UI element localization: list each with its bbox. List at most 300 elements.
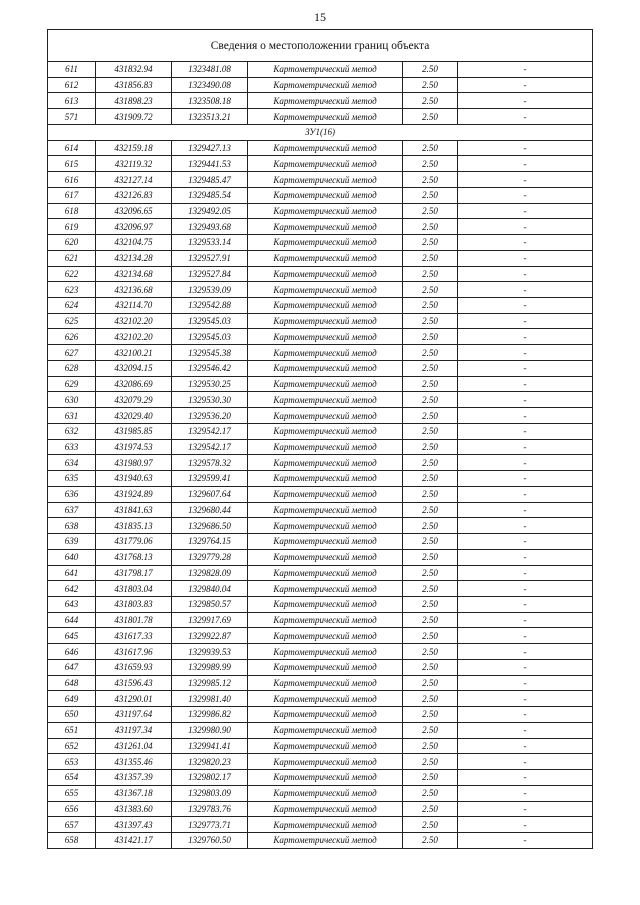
point-number-cell: 623: [48, 282, 96, 298]
method-cell: Картометрический метод: [248, 581, 403, 597]
table-row: [48, 691, 593, 707]
precision-cell: 2.50: [403, 502, 458, 518]
x-coordinate-cell: 431197.64: [96, 707, 172, 723]
x-coordinate-cell: 431898.23: [96, 93, 172, 109]
x-coordinate-cell: 431924.89: [96, 486, 172, 502]
method-cell: Картометрический метод: [248, 408, 403, 424]
table-row: [48, 817, 593, 833]
point-number-cell: 625: [48, 313, 96, 329]
table-row: [48, 785, 593, 801]
description-cell: -: [458, 329, 593, 345]
table-row: [48, 282, 593, 298]
y-coordinate-cell: 1329539.09: [172, 282, 248, 298]
precision-cell: 2.50: [403, 203, 458, 219]
y-coordinate-cell: 1329922.87: [172, 628, 248, 644]
x-coordinate-cell: 431659.93: [96, 659, 172, 675]
x-coordinate-cell: 431596.43: [96, 675, 172, 691]
description-cell: -: [458, 486, 593, 502]
table-row: [48, 360, 593, 376]
x-coordinate-cell: 431980.97: [96, 455, 172, 471]
method-cell: Картометрический метод: [248, 266, 403, 282]
table-row: [48, 644, 593, 660]
description-cell: -: [458, 313, 593, 329]
method-cell: Картометрический метод: [248, 832, 403, 848]
method-cell: Картометрический метод: [248, 423, 403, 439]
x-coordinate-cell: 432086.69: [96, 376, 172, 392]
x-coordinate-cell: 431841.63: [96, 502, 172, 518]
description-cell: -: [458, 691, 593, 707]
method-cell: Картометрический метод: [248, 754, 403, 770]
table-row: [48, 675, 593, 691]
point-number-cell: 633: [48, 439, 96, 455]
description-cell: -: [458, 581, 593, 597]
table-row: [48, 235, 593, 251]
point-number-cell: 621: [48, 250, 96, 266]
method-cell: Картометрический метод: [248, 486, 403, 502]
x-coordinate-cell: 432134.28: [96, 250, 172, 266]
precision-cell: 2.50: [403, 345, 458, 361]
table-row: [48, 832, 593, 848]
precision-cell: 2.50: [403, 832, 458, 848]
table-row: [48, 612, 593, 628]
description-cell: -: [458, 360, 593, 376]
precision-cell: 2.50: [403, 644, 458, 660]
y-coordinate-cell: 1329939.53: [172, 644, 248, 660]
y-coordinate-cell: 1329542.88: [172, 298, 248, 314]
description-cell: -: [458, 801, 593, 817]
point-number-cell: 644: [48, 612, 96, 628]
y-coordinate-cell: 1329840.04: [172, 581, 248, 597]
point-number-cell: 648: [48, 675, 96, 691]
description-cell: -: [458, 392, 593, 408]
description-cell: -: [458, 156, 593, 172]
table-row: [48, 455, 593, 471]
description-cell: -: [458, 172, 593, 188]
point-number-cell: 654: [48, 770, 96, 786]
method-cell: Картометрический метод: [248, 675, 403, 691]
table-row: [48, 534, 593, 550]
precision-cell: 2.50: [403, 172, 458, 188]
x-coordinate-cell: 432119.32: [96, 156, 172, 172]
description-cell: -: [458, 203, 593, 219]
description-cell: -: [458, 612, 593, 628]
x-coordinate-cell: 432136.68: [96, 282, 172, 298]
x-coordinate-cell: 431985.85: [96, 423, 172, 439]
x-coordinate-cell: 432104.75: [96, 235, 172, 251]
method-cell: Картометрический метод: [248, 549, 403, 565]
point-number-cell: 571: [48, 109, 96, 125]
table-row: [48, 722, 593, 738]
method-cell: Картометрический метод: [248, 360, 403, 376]
y-coordinate-cell: 1323490.08: [172, 77, 248, 93]
point-number-cell: 618: [48, 203, 96, 219]
y-coordinate-cell: 1329980.90: [172, 722, 248, 738]
description-cell: -: [458, 376, 593, 392]
table-row: [48, 219, 593, 235]
table-row: [48, 628, 593, 644]
precision-cell: 2.50: [403, 329, 458, 345]
method-cell: Картометрический метод: [248, 203, 403, 219]
x-coordinate-cell: 431367.18: [96, 785, 172, 801]
method-cell: Картометрический метод: [248, 534, 403, 550]
point-number-cell: 653: [48, 754, 96, 770]
y-coordinate-cell: 1329545.03: [172, 313, 248, 329]
precision-cell: 2.50: [403, 298, 458, 314]
method-cell: Картометрический метод: [248, 502, 403, 518]
precision-cell: 2.50: [403, 250, 458, 266]
point-number-cell: 655: [48, 785, 96, 801]
precision-cell: 2.50: [403, 62, 458, 78]
x-coordinate-cell: 431421.17: [96, 832, 172, 848]
precision-cell: 2.50: [403, 628, 458, 644]
y-coordinate-cell: 1329779.28: [172, 549, 248, 565]
method-cell: Картометрический метод: [248, 612, 403, 628]
point-number-cell: 652: [48, 738, 96, 754]
method-cell: Картометрический метод: [248, 596, 403, 612]
y-coordinate-cell: 1329850.57: [172, 596, 248, 612]
y-coordinate-cell: 1329542.17: [172, 423, 248, 439]
table-header-row: [48, 30, 593, 62]
table-row: [48, 439, 593, 455]
y-coordinate-cell: 1329773.71: [172, 817, 248, 833]
y-coordinate-cell: 1329492.05: [172, 203, 248, 219]
y-coordinate-cell: 1329545.03: [172, 329, 248, 345]
table-row: [48, 707, 593, 723]
table-row: [48, 313, 593, 329]
y-coordinate-cell: 1323513.21: [172, 109, 248, 125]
y-coordinate-cell: 1329546.42: [172, 360, 248, 376]
precision-cell: 2.50: [403, 266, 458, 282]
y-coordinate-cell: 1329527.84: [172, 266, 248, 282]
description-cell: -: [458, 408, 593, 424]
table-row: [48, 266, 593, 282]
description-cell: -: [458, 738, 593, 754]
table-row: [48, 203, 593, 219]
method-cell: Картометрический метод: [248, 565, 403, 581]
y-coordinate-cell: 1329764.15: [172, 534, 248, 550]
x-coordinate-cell: 431383.60: [96, 801, 172, 817]
y-coordinate-cell: 1329599.41: [172, 471, 248, 487]
precision-cell: 2.50: [403, 675, 458, 691]
point-number-cell: 624: [48, 298, 96, 314]
y-coordinate-cell: 1329545.38: [172, 345, 248, 361]
x-coordinate-cell: 431779.06: [96, 534, 172, 550]
y-coordinate-cell: 1329917.69: [172, 612, 248, 628]
precision-cell: 2.50: [403, 455, 458, 471]
description-cell: -: [458, 549, 593, 565]
precision-cell: 2.50: [403, 549, 458, 565]
point-number-cell: 646: [48, 644, 96, 660]
method-cell: Картометрический метод: [248, 313, 403, 329]
precision-cell: 2.50: [403, 596, 458, 612]
x-coordinate-cell: 431355.46: [96, 754, 172, 770]
method-cell: Картометрический метод: [248, 801, 403, 817]
description-cell: -: [458, 534, 593, 550]
precision-cell: 2.50: [403, 785, 458, 801]
x-coordinate-cell: 432134.68: [96, 266, 172, 282]
description-cell: -: [458, 423, 593, 439]
y-coordinate-cell: 1329427.13: [172, 140, 248, 156]
table-row: [48, 298, 593, 314]
method-cell: Картометрический метод: [248, 392, 403, 408]
precision-cell: 2.50: [403, 109, 458, 125]
precision-cell: 2.50: [403, 817, 458, 833]
point-number-cell: 645: [48, 628, 96, 644]
description-cell: -: [458, 298, 593, 314]
x-coordinate-cell: 431832.94: [96, 62, 172, 78]
x-coordinate-cell: 431768.13: [96, 549, 172, 565]
method-cell: Картометрический метод: [248, 439, 403, 455]
table-row: [48, 770, 593, 786]
table-row: [48, 486, 593, 502]
table-row: [48, 109, 593, 125]
precision-cell: 2.50: [403, 518, 458, 534]
method-cell: Картометрический метод: [248, 187, 403, 203]
table-row: [48, 329, 593, 345]
x-coordinate-cell: 431197.34: [96, 722, 172, 738]
x-coordinate-cell: 431856.83: [96, 77, 172, 93]
precision-cell: 2.50: [403, 439, 458, 455]
x-coordinate-cell: 431803.04: [96, 581, 172, 597]
precision-cell: 2.50: [403, 707, 458, 723]
boundary-coordinates-table: [47, 29, 593, 849]
point-number-cell: 615: [48, 156, 96, 172]
description-cell: -: [458, 439, 593, 455]
method-cell: Картометрический метод: [248, 644, 403, 660]
method-cell: Картометрический метод: [248, 722, 403, 738]
x-coordinate-cell: 432100.21: [96, 345, 172, 361]
method-cell: Картометрический метод: [248, 785, 403, 801]
precision-cell: 2.50: [403, 408, 458, 424]
table-row: [48, 93, 593, 109]
section-label: ЗУ1(16): [48, 124, 593, 140]
y-coordinate-cell: 1329820.23: [172, 754, 248, 770]
y-coordinate-cell: 1329828.09: [172, 565, 248, 581]
point-number-cell: 631: [48, 408, 96, 424]
description-cell: -: [458, 785, 593, 801]
table-row: [48, 596, 593, 612]
point-number-cell: 629: [48, 376, 96, 392]
method-cell: Картометрический метод: [248, 235, 403, 251]
table-row: [48, 659, 593, 675]
y-coordinate-cell: 1329578.32: [172, 455, 248, 471]
method-cell: Картометрический метод: [248, 156, 403, 172]
table-row: [48, 140, 593, 156]
precision-cell: 2.50: [403, 471, 458, 487]
precision-cell: 2.50: [403, 140, 458, 156]
table-row: [48, 471, 593, 487]
point-number-cell: 658: [48, 832, 96, 848]
precision-cell: 2.50: [403, 360, 458, 376]
description-cell: -: [458, 93, 593, 109]
x-coordinate-cell: 432114.70: [96, 298, 172, 314]
method-cell: Картометрический метод: [248, 471, 403, 487]
x-coordinate-cell: 431617.33: [96, 628, 172, 644]
y-coordinate-cell: 1329783.76: [172, 801, 248, 817]
point-number-cell: 630: [48, 392, 96, 408]
y-coordinate-cell: 1329530.30: [172, 392, 248, 408]
precision-cell: 2.50: [403, 581, 458, 597]
description-cell: -: [458, 345, 593, 361]
precision-cell: 2.50: [403, 392, 458, 408]
point-number-cell: 619: [48, 219, 96, 235]
method-cell: Картометрический метод: [248, 738, 403, 754]
method-cell: Картометрический метод: [248, 628, 403, 644]
precision-cell: 2.50: [403, 534, 458, 550]
y-coordinate-cell: 1329441.53: [172, 156, 248, 172]
description-cell: -: [458, 471, 593, 487]
method-cell: Картометрический метод: [248, 329, 403, 345]
description-cell: -: [458, 62, 593, 78]
y-coordinate-cell: 1329941.41: [172, 738, 248, 754]
table-row: [48, 376, 593, 392]
x-coordinate-cell: 431974.53: [96, 439, 172, 455]
precision-cell: 2.50: [403, 612, 458, 628]
point-number-cell: 638: [48, 518, 96, 534]
y-coordinate-cell: 1323508.18: [172, 93, 248, 109]
method-cell: Картометрический метод: [248, 770, 403, 786]
x-coordinate-cell: 431798.17: [96, 565, 172, 581]
table-row: [48, 549, 593, 565]
method-cell: Картометрический метод: [248, 250, 403, 266]
y-coordinate-cell: 1329985.12: [172, 675, 248, 691]
table-row: [48, 172, 593, 188]
point-number-cell: 647: [48, 659, 96, 675]
y-coordinate-cell: 1323481.08: [172, 62, 248, 78]
precision-cell: 2.50: [403, 770, 458, 786]
description-cell: -: [458, 109, 593, 125]
description-cell: -: [458, 266, 593, 282]
table-row: [48, 345, 593, 361]
method-cell: Картометрический метод: [248, 77, 403, 93]
table-row: [48, 423, 593, 439]
point-number-cell: 656: [48, 801, 96, 817]
method-cell: Картометрический метод: [248, 62, 403, 78]
point-number-cell: 634: [48, 455, 96, 471]
precision-cell: 2.50: [403, 93, 458, 109]
description-cell: -: [458, 675, 593, 691]
x-coordinate-cell: 431940.63: [96, 471, 172, 487]
table-row: [48, 62, 593, 78]
point-number-cell: 651: [48, 722, 96, 738]
method-cell: Картометрический метод: [248, 282, 403, 298]
table-row: [48, 565, 593, 581]
x-coordinate-cell: 432094.15: [96, 360, 172, 376]
x-coordinate-cell: 432029.40: [96, 408, 172, 424]
precision-cell: 2.50: [403, 801, 458, 817]
x-coordinate-cell: 431261.04: [96, 738, 172, 754]
y-coordinate-cell: 1329981.40: [172, 691, 248, 707]
precision-cell: 2.50: [403, 722, 458, 738]
description-cell: -: [458, 455, 593, 471]
y-coordinate-cell: 1329989.99: [172, 659, 248, 675]
point-number-cell: 641: [48, 565, 96, 581]
y-coordinate-cell: 1329686.50: [172, 518, 248, 534]
section-row: [48, 124, 593, 140]
description-cell: -: [458, 628, 593, 644]
precision-cell: 2.50: [403, 156, 458, 172]
point-number-cell: 613: [48, 93, 96, 109]
x-coordinate-cell: 431617.96: [96, 644, 172, 660]
y-coordinate-cell: 1329536.20: [172, 408, 248, 424]
precision-cell: 2.50: [403, 754, 458, 770]
precision-cell: 2.50: [403, 691, 458, 707]
table-row: [48, 156, 593, 172]
precision-cell: 2.50: [403, 313, 458, 329]
y-coordinate-cell: 1329542.17: [172, 439, 248, 455]
page-number: 15: [314, 10, 326, 24]
point-number-cell: 640: [48, 549, 96, 565]
precision-cell: 2.50: [403, 187, 458, 203]
table-row: [48, 187, 593, 203]
y-coordinate-cell: 1329803.09: [172, 785, 248, 801]
method-cell: Картометрический метод: [248, 455, 403, 471]
x-coordinate-cell: 432126.83: [96, 187, 172, 203]
precision-cell: 2.50: [403, 376, 458, 392]
x-coordinate-cell: 432096.97: [96, 219, 172, 235]
point-number-cell: 657: [48, 817, 96, 833]
precision-cell: 2.50: [403, 738, 458, 754]
point-number-cell: 632: [48, 423, 96, 439]
table-row: [48, 502, 593, 518]
description-cell: -: [458, 518, 593, 534]
x-coordinate-cell: 432096.65: [96, 203, 172, 219]
y-coordinate-cell: 1329986.82: [172, 707, 248, 723]
description-cell: -: [458, 140, 593, 156]
x-coordinate-cell: 431290.01: [96, 691, 172, 707]
description-cell: -: [458, 77, 593, 93]
x-coordinate-cell: 431909.72: [96, 109, 172, 125]
method-cell: Картометрический метод: [248, 518, 403, 534]
table-row: [48, 77, 593, 93]
description-cell: -: [458, 832, 593, 848]
x-coordinate-cell: 432102.20: [96, 313, 172, 329]
method-cell: Картометрический метод: [248, 707, 403, 723]
point-number-cell: 626: [48, 329, 96, 345]
method-cell: Картометрический метод: [248, 298, 403, 314]
description-cell: -: [458, 219, 593, 235]
method-cell: Картометрический метод: [248, 817, 403, 833]
point-number-cell: 622: [48, 266, 96, 282]
table-header: Сведения о местоположении границ объекта: [48, 30, 593, 62]
description-cell: -: [458, 707, 593, 723]
precision-cell: 2.50: [403, 77, 458, 93]
x-coordinate-cell: 432079.29: [96, 392, 172, 408]
description-cell: -: [458, 659, 593, 675]
point-number-cell: 620: [48, 235, 96, 251]
description-cell: -: [458, 235, 593, 251]
precision-cell: 2.50: [403, 282, 458, 298]
point-number-cell: 635: [48, 471, 96, 487]
description-cell: -: [458, 722, 593, 738]
method-cell: Картометрический метод: [248, 140, 403, 156]
description-cell: -: [458, 596, 593, 612]
table-row: [48, 801, 593, 817]
y-coordinate-cell: 1329802.17: [172, 770, 248, 786]
point-number-cell: 612: [48, 77, 96, 93]
point-number-cell: 639: [48, 534, 96, 550]
description-cell: -: [458, 502, 593, 518]
point-number-cell: 636: [48, 486, 96, 502]
precision-cell: 2.50: [403, 235, 458, 251]
table-row: [48, 581, 593, 597]
x-coordinate-cell: 432102.20: [96, 329, 172, 345]
x-coordinate-cell: 431357.39: [96, 770, 172, 786]
x-coordinate-cell: 432159.18: [96, 140, 172, 156]
y-coordinate-cell: 1329527.91: [172, 250, 248, 266]
point-number-cell: 616: [48, 172, 96, 188]
y-coordinate-cell: 1329530.25: [172, 376, 248, 392]
